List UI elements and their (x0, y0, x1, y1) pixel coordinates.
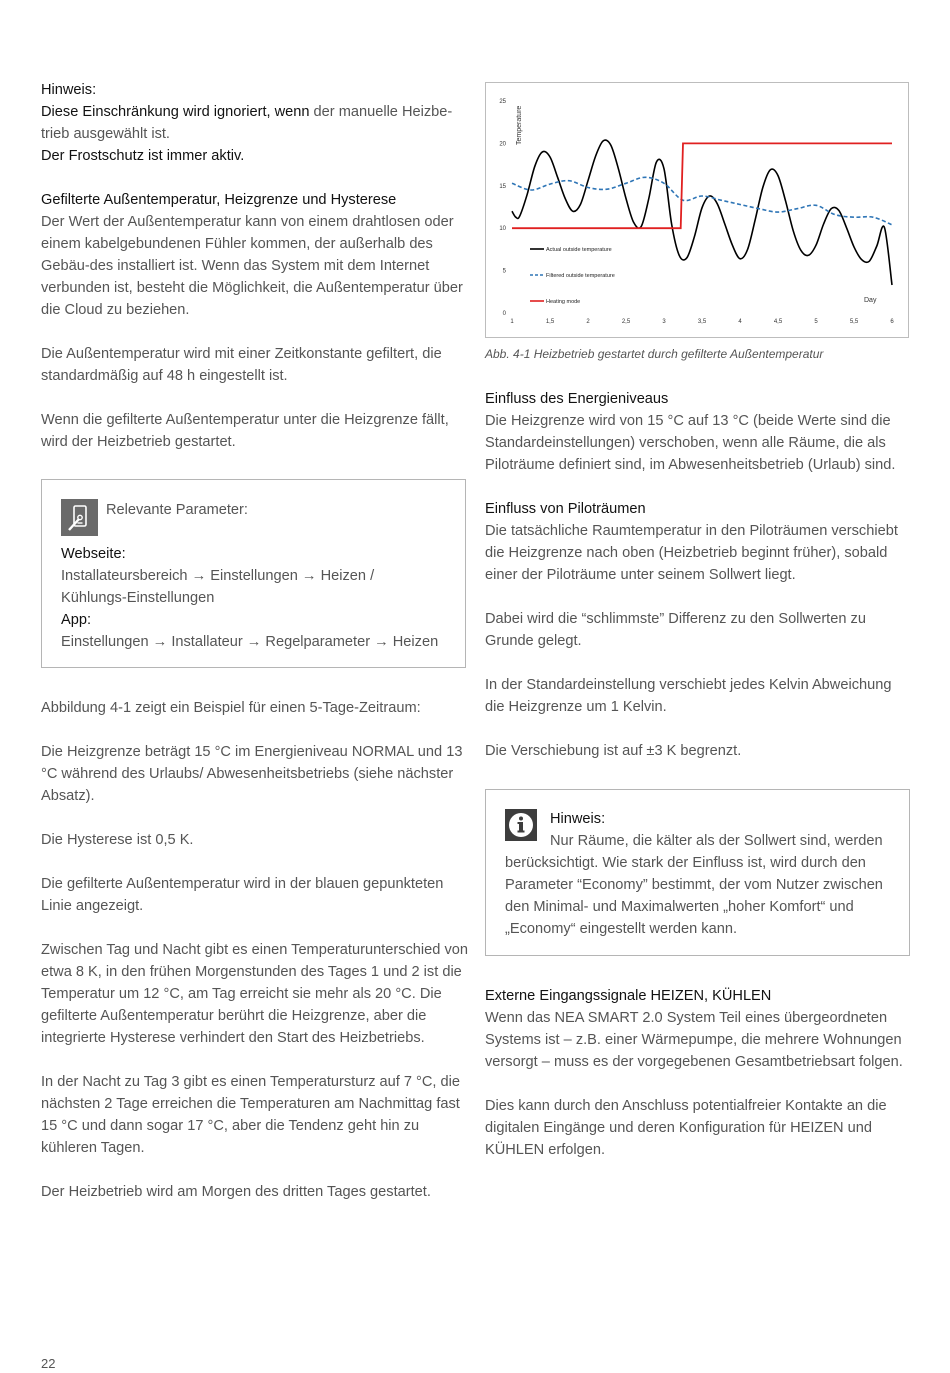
legend-heating-label: Heating mode (546, 299, 581, 305)
note-line2: trieb ausgewählt ist. (41, 126, 170, 142)
para-daynight: Zwischen Tag und Nacht gibt es einen Temperaturunterschied von etwa 8 K, in den frühen Morgenstunden des Tages 1 und 2 ist die Temperatur um 12 °C, am Tag erreicht sie mehr als 20 °C. Die gefilterte Außentemperatur berührt die Heizgrenze, aber die integrierte Hysterese verhindert den Start des Heizbetriebs. (41, 942, 468, 1046)
series-filtered-temperature-line (512, 177, 892, 225)
note-rest: der manuelle Heizbe- (309, 104, 453, 120)
legend-actual-label: Actual outside temperature (546, 247, 612, 253)
info-title: Hinweis: (550, 811, 606, 827)
param-title: Relevante Parameter: (106, 502, 248, 518)
series-actual-temperature-line (512, 140, 892, 285)
left-column-lower (41, 697, 469, 1225)
x-axis-label: Day (864, 297, 877, 304)
x-tick-label: 3 (662, 319, 666, 325)
app-path: Einstellungen → Installateur → Regelparameter → Heizen (61, 634, 439, 650)
web-path-2: Kühlungs-Einstellungen (61, 590, 215, 606)
info-body: berücksichtigt. Wie stark der Einfluss ist, wird durch den Parameter “Economy” bestimmt, der vom Nutzer zwischen den Minimal- und Maximalwerten „hoher Komfort“ und „Economy“ eingestellt werden kann. (505, 855, 883, 937)
para-drop: In der Nacht zu Tag 3 gibt es einen Temperatursturz auf 7 °C, die nächsten 2 Tage erreichen die Temperaturen am Nachmittag fast 15 °C und dann sogar 17 °C, aber die Tendenz geht hin zu kühleren Tagen. (41, 1074, 461, 1156)
x-tick-label: 1 (510, 319, 514, 325)
pilot-kelvin: In der Standardeinstellung verschiebt jedes Kelvin Abweichung die Heizgrenze um 1 Kelvin. (485, 677, 892, 715)
temperature-chart (485, 82, 909, 338)
ext-body: Wenn das NEA SMART 2.0 System Teil eines übergeordneten Systems ist – z.B. einer Wärmepumpe, die mehrere Wohnungen versorgt – muss es der vorgegebenen Gesamtbetriebsart folgen. (485, 1010, 903, 1070)
y-tick-label: 5 (502, 268, 506, 275)
x-tick-label: 2,5 (621, 319, 631, 325)
para-heatstart: Der Heizbetrieb wird am Morgen des dritten Tages gestartet. (41, 1184, 431, 1200)
info-box (485, 789, 910, 956)
pilot-worst: Dabei wird die “schlimmste” Differenz zu den Sollwerten zu Grunde gelegt. (485, 611, 866, 649)
section1-body: Der Wert der Außentemperatur kann von einem drahtlosen oder einem kabelgebundenen Fühler kommen, der außerhalb des Gebäu-des installiert ist. Wenn das System mit dem Internet verbunden ist, besteht die Möglichkeit, die Außentemperatur über die Cloud zu beziehen. (41, 214, 463, 318)
x-tick-label: 5 (814, 319, 818, 325)
y-axis-label: Temperature (516, 105, 523, 145)
ext-contacts: Dies kann durch den Anschluss potentialfreier Kontakte an die digitalen Eingänge und deren Konfiguration für HEIZEN und KÜHLEN erfolgen. (485, 1098, 887, 1158)
info-icon (505, 809, 537, 841)
page-number: 22 (41, 1356, 56, 1371)
para-example: Abbildung 4-1 zeigt ein Beispiel für einen 5-Tage-Zeitraum: (41, 700, 421, 716)
para-filter: Die Außentemperatur wird mit einer Zeitkonstante gefiltert, die standardmäßig auf 48 h eingestellt ist. (41, 346, 442, 384)
pilot-heading: Einfluss von Piloträumen (485, 501, 646, 517)
y-tick-label: 20 (499, 141, 506, 148)
web-label: Webseite: (61, 546, 126, 562)
section1-heading: Gefilterte Außentemperatur, Heizgrenze und Hysterese (41, 192, 397, 208)
note-line (41, 101, 469, 123)
x-tick-label: 4 (738, 319, 742, 325)
para-start: Wenn die gefilterte Außentemperatur unter die Heizgrenze fällt, wird der Heizbetrieb gestartet. (41, 412, 449, 450)
note-frost: Der Frostschutz ist immer aktiv. (41, 148, 245, 164)
right-column (485, 388, 910, 784)
figure-caption: Abb. 4-1 Heizbetrieb gestartet durch gefilterte Außentemperatur (485, 347, 824, 361)
y-tick-label: 15 (499, 183, 506, 190)
x-tick-label: 4,5 (773, 319, 783, 325)
series-heating-mode-line (512, 143, 892, 228)
para-blue: Die gefilterte Außentemperatur wird in der blauen gepunkteten Linie angezeigt. (41, 876, 444, 914)
x-tick-label: 2 (586, 319, 590, 325)
chart-svg (486, 83, 910, 339)
x-tick-label: 5,5 (849, 319, 859, 325)
note-bold: Diese Einschränkung wird ignoriert, wenn (41, 104, 310, 120)
ext-heading: Externe Eingangssignale HEIZEN, KÜHLEN (485, 988, 772, 1004)
x-tick-label: 3,5 (697, 319, 707, 325)
para-hyst: Die Hysterese ist 0,5 K. (41, 832, 194, 848)
para-limit: Die Heizgrenze beträgt 15 °C im Energieniveau NORMAL und 13 °C während des Urlaubs/ Abwesenheitsbetriebs (siehe nächster Absatz). (41, 744, 463, 804)
energy-heading: Einfluss des Energieniveaus (485, 391, 669, 407)
left-column (41, 79, 469, 475)
parameter-box (41, 479, 466, 668)
y-tick-label: 0 (502, 311, 506, 317)
legend-filtered-label: Filtered outside temperature (546, 273, 615, 279)
right-column-lower (485, 985, 910, 1183)
y-tick-label: 25 (499, 99, 506, 105)
x-tick-label: 1,5 (545, 319, 555, 325)
info-line1: Nur Räume, die kälter als der Sollwert sind, werden (550, 833, 883, 849)
web-path-1: Installateursbereich → Einstellungen → Heizen / (61, 568, 375, 584)
y-tick-label: 10 (499, 226, 506, 233)
tool-phone-icon (61, 499, 98, 536)
note-label: Hinweis: (41, 82, 97, 98)
app-label: App: (61, 612, 92, 628)
pilot-limit: Die Verschiebung ist auf ±3 K begrenzt. (485, 743, 742, 759)
x-tick-label: 6 (890, 319, 894, 325)
pilot-body: Die tatsächliche Raumtemperatur in den Piloträumen verschiebt die Heizgrenze nach oben (Heizbetrieb beginnt früher), sobald einer der Piloträume unter seinem Sollwert liegt. (485, 523, 898, 583)
energy-body: Die Heizgrenze wird von 15 °C auf 13 °C (beide Werte sind die Standardeinstellungen) verschoben, wenn alle Räume, die als Piloträume definiert sind, im Abwesenheitsbetrieb (Urlaub) sind. (485, 413, 896, 473)
